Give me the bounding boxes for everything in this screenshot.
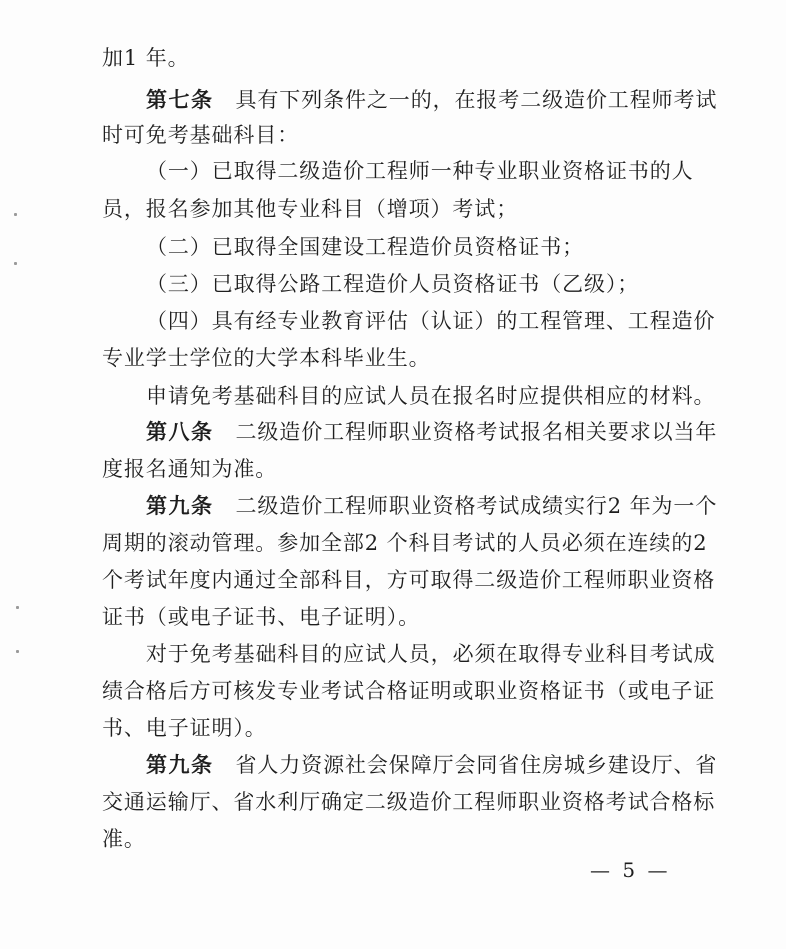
text-line: 对于免考基础科目的应试人员，必须在取得专业科目考试成 xyxy=(146,642,716,666)
list-item: （二）已取得全国建设工程造价员资格证书； xyxy=(146,235,584,259)
list-item: （四）具有经专业教育评估（认证）的工程管理、工程造价 xyxy=(146,309,716,333)
article-7-first-line: 第七条 具有下列条件之一的，在报考二级造价工程师考试 xyxy=(146,88,718,112)
text-line: 度报名通知为准。 xyxy=(102,457,278,481)
text-line: 周期的滚动管理。参加全部2 个科目考试的人员必须在连续的2 xyxy=(102,531,708,555)
article-heading: 第九条 xyxy=(146,753,214,777)
list-item: （一）已取得二级造价工程师一种专业职业资格证书的人 xyxy=(146,159,694,183)
text-line: 个考试年度内通过全部科目，方可取得二级造价工程师职业资格 xyxy=(102,568,716,592)
scan-speck xyxy=(14,262,17,265)
page-number: — 5 — xyxy=(590,858,671,882)
text-line: 专业学士学位的大学本科毕业生。 xyxy=(102,346,431,370)
scan-speck xyxy=(16,650,19,653)
article-8-first-line: 第八条 二级造价工程师职业资格考试报名相关要求以当年 xyxy=(146,420,718,444)
list-item: （三）已取得公路工程造价人员资格证书（乙级）； xyxy=(146,272,640,296)
text-line: 准。 xyxy=(102,827,146,851)
text-line: 申请免考基础科目的应试人员在报名时应提供相应的材料。 xyxy=(146,384,716,408)
text-line: 时可免考基础科目： xyxy=(102,123,300,147)
text-line: 绩合格后方可核发专业考试合格证明或职业资格证书（或电子证 xyxy=(102,679,716,703)
text-line: 交通运输厅、省水利厅确定二级造价工程师职业资格考试合格标 xyxy=(102,790,716,814)
article-heading: 第八条 xyxy=(146,420,214,444)
text-line: 员，报名参加其他专业科目（增项）考试； xyxy=(102,197,519,221)
article-9-first-line: 第九条 二级造价工程师职业资格考试成绩实行2 年为一个 xyxy=(146,494,718,518)
text-line: 加1 年。 xyxy=(102,46,190,70)
scan-speck xyxy=(14,213,17,216)
article-heading: 第七条 xyxy=(146,88,214,112)
text-line: 证书（或电子证书、电子证明）。 xyxy=(102,605,420,629)
scan-speck xyxy=(16,606,19,609)
article-9b-first-line: 第九条 省人力资源社会保障厅会同省住房城乡建设厅、省 xyxy=(146,753,718,777)
text-line: 书、电子证明）。 xyxy=(102,716,267,740)
article-heading: 第九条 xyxy=(146,494,214,518)
